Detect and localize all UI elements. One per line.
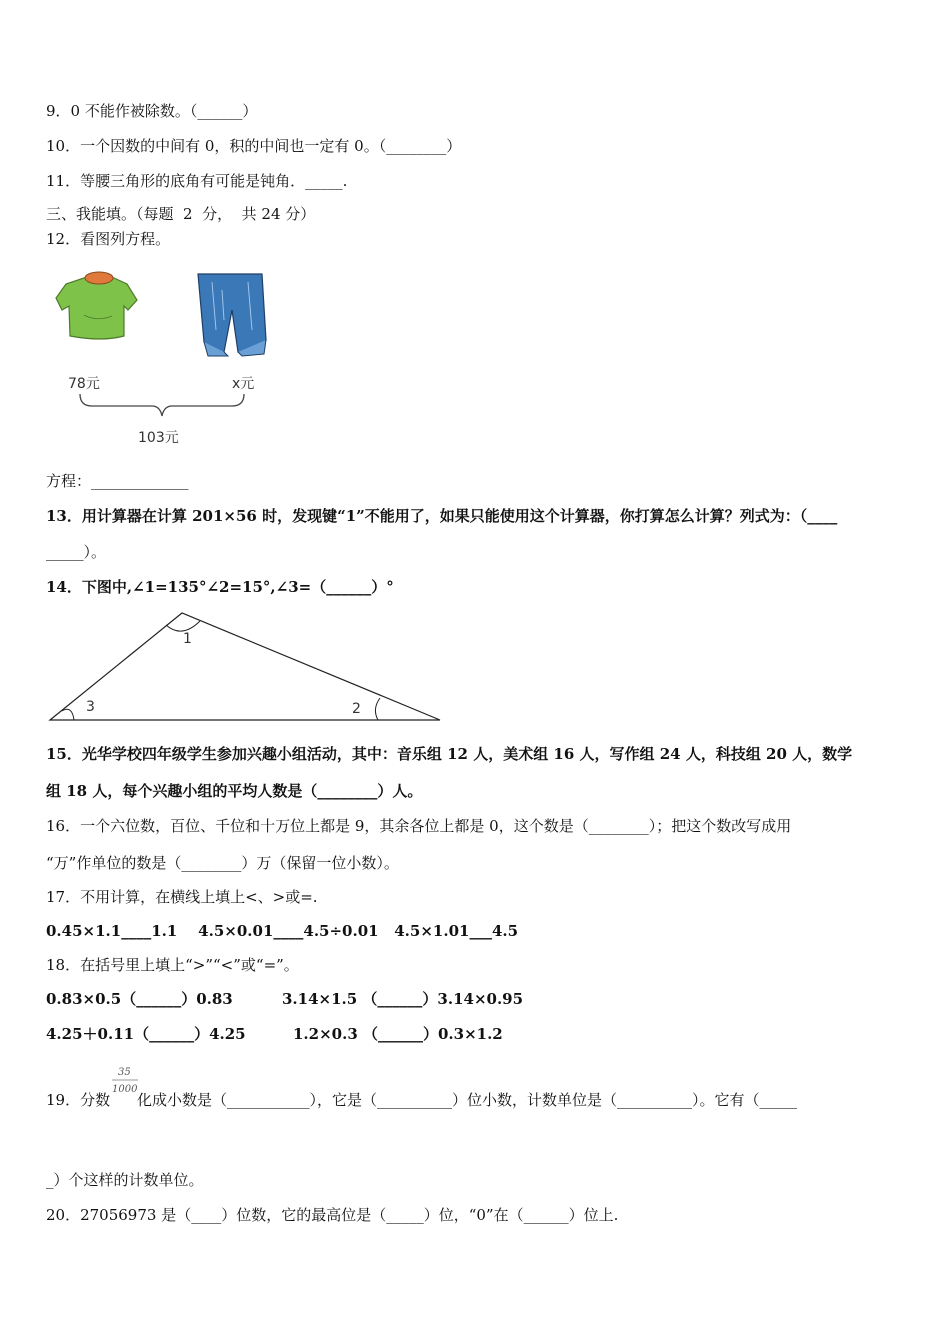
question-18-row-2-a: 4.25＋0.11（______）4.25 bbox=[46, 1025, 246, 1043]
question-20: 20．27056973 是（____）位数，它的最高位是（_____）位，“0”在（______）位上. bbox=[46, 1206, 619, 1224]
question-16-line-2: “万”作单位的数是（________）万（保留一位小数）。 bbox=[46, 854, 399, 872]
question-13-line-1: 13．用计算器在计算 201×56 时，发现键“1”不能用了，如果只能使用这个计算器，你打算怎么计算？列式为：（____ bbox=[46, 507, 838, 525]
question-19-prefix: 19．分数 bbox=[46, 1091, 111, 1109]
total-price-label: 103元 bbox=[138, 430, 179, 446]
figure-q14-triangle bbox=[46, 605, 446, 725]
question-15-line-2: 组 18 人，每个兴趣小组的平均人数是（________）人。 bbox=[46, 782, 423, 800]
question-18: 18．在括号里上填上“>”“<”或“=”。 bbox=[46, 956, 299, 974]
question-17: 17．不用计算，在横线上填上<、>或=. bbox=[46, 888, 318, 906]
question-18-row-2-b: 1.2×0.3 （______）0.3×1.2 bbox=[293, 1025, 503, 1043]
question-11: 11．等腰三角形的底角有可能是钝角．_____. bbox=[46, 172, 348, 190]
fraction-numerator: 35 bbox=[118, 1067, 131, 1078]
question-18-row-1-b: 3.14×1.5 （______）3.14×0.95 bbox=[282, 990, 524, 1008]
angle-1-label: 1 bbox=[183, 631, 192, 647]
question-19-line-2: _）个这样的计数单位。 bbox=[46, 1171, 204, 1189]
question-19-fraction bbox=[110, 1062, 140, 1098]
section-3-heading: 三、我能填。（每题 2 分， 共 24 分） bbox=[46, 205, 316, 223]
question-10: 10．一个因数的中间有 0，积的中间也一定有 0。（________） bbox=[46, 137, 462, 155]
question-15-line-1: 15．光华学校四年级学生参加兴趣小组活动，其中：音乐组 12 人，美术组 16 人，写作组 24 人，科技组 20 人，数学 bbox=[46, 745, 853, 763]
question-18-row-1-a: 0.83×0.5（______）0.83 bbox=[46, 990, 233, 1008]
shirt-icon bbox=[56, 272, 137, 339]
question-12: 12．看图列方程。 bbox=[46, 230, 171, 248]
question-16-line-1: 16．一个六位数，百位、千位和十万位上都是 9，其余各位上都是 0，这个数是（________）；把这个数改写成用 bbox=[46, 817, 792, 835]
question-9: 9．0 不能作被除数。（______） bbox=[46, 102, 258, 120]
brace bbox=[80, 394, 244, 416]
shirt-price-label: 78元 bbox=[68, 376, 100, 392]
angle-3-label: 3 bbox=[86, 699, 95, 715]
question-19-text: 化成小数是（___________），它是（__________）位小数，计数单位是（__________）。它有（_____ bbox=[137, 1091, 798, 1109]
question-13-line-2: _____）。 bbox=[46, 543, 107, 561]
figure-q12 bbox=[52, 270, 282, 450]
question-14: 14．下图中,∠1=135°∠2=15°,∠3=（______）° bbox=[46, 578, 394, 596]
fraction-denominator: 1000 bbox=[112, 1084, 138, 1095]
question-17-items: 0.45×1.1____1.1 4.5×0.01____4.5÷0.01 4.5×1.01___4.5 bbox=[46, 922, 519, 940]
angle-2-label: 2 bbox=[352, 701, 361, 717]
question-12-equation: 方程：_____________ bbox=[46, 472, 189, 490]
pants-icon bbox=[198, 274, 266, 356]
pants-price-label: x元 bbox=[232, 376, 255, 392]
